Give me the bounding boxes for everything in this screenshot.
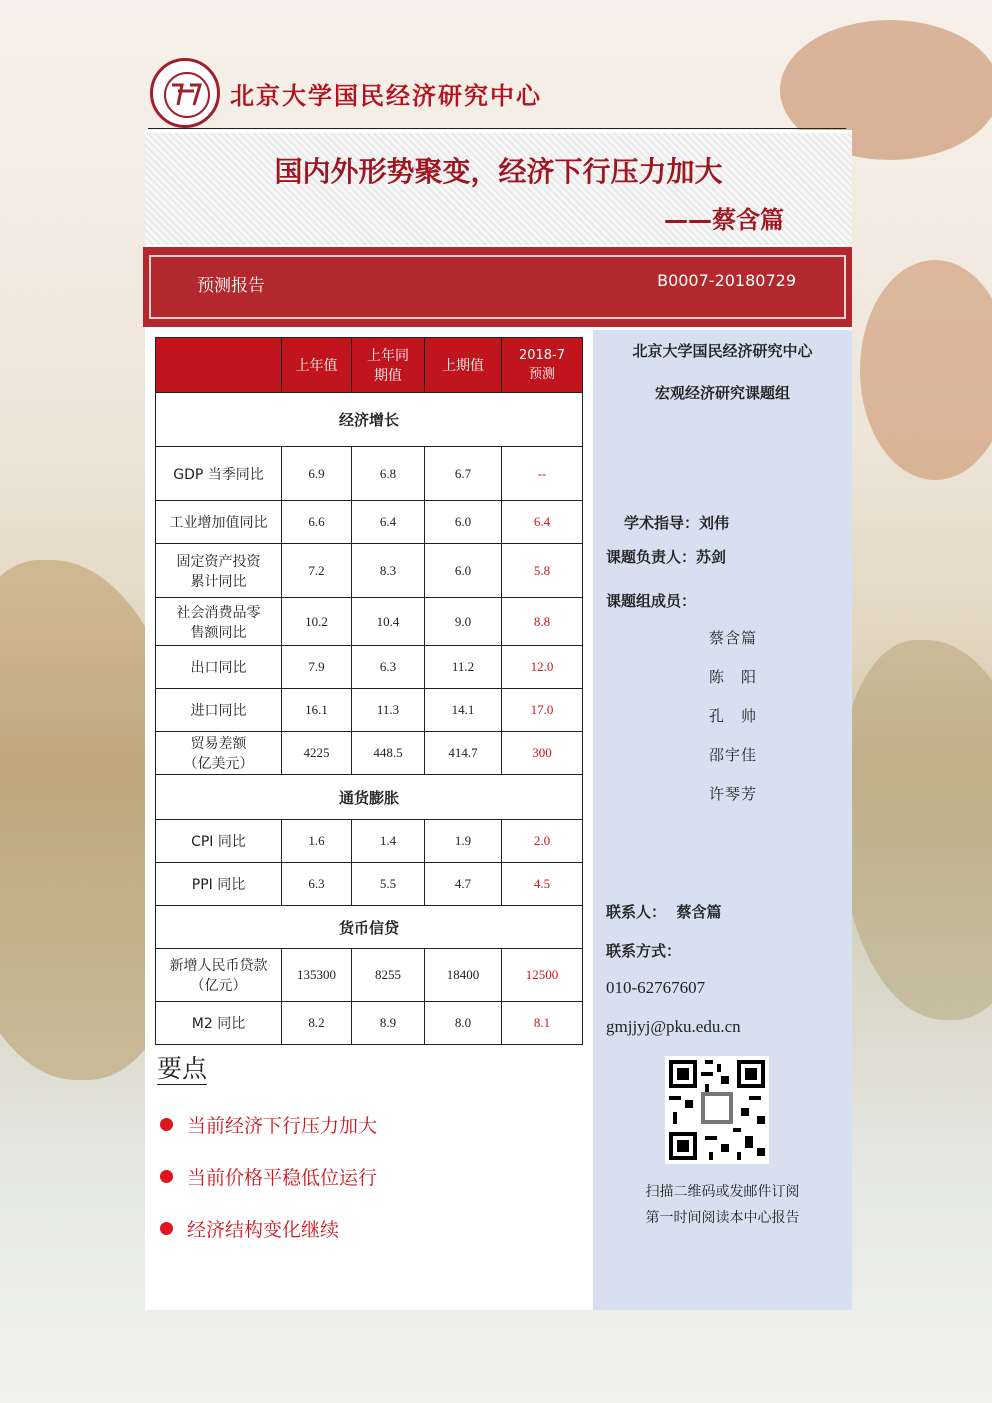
table-row: [156, 820, 583, 863]
key-points-title: 要点: [157, 1054, 208, 1083]
bullet-icon: [160, 1170, 173, 1183]
value-cell: 7.9: [282, 646, 352, 689]
bullet-icon: [160, 1222, 173, 1235]
value-cell: 2.0: [502, 820, 583, 863]
org-name: 北京大学国民经济研究中心: [230, 81, 542, 110]
value-cell: 8.8: [502, 598, 583, 646]
value-cell: 8255: [352, 949, 425, 1002]
contact-email[interactable]: gmjjyj@pku.edu.cn: [606, 1017, 741, 1036]
report-type: 预测报告: [197, 276, 265, 296]
table-header-cell: 2018-7 预测: [502, 338, 583, 393]
row-label: 社会消费品零 售额同比: [156, 598, 282, 646]
value-cell: 12.0: [502, 646, 583, 689]
value-cell: 9.0: [425, 598, 502, 646]
row-label: 进口同比: [156, 689, 282, 732]
value-cell: 6.3: [352, 646, 425, 689]
table-header-cell: 上期值: [425, 338, 502, 393]
value-cell: 17.0: [502, 689, 583, 732]
table-row: [156, 598, 583, 646]
value-cell: 6.4: [502, 501, 583, 544]
value-cell: 6.8: [352, 447, 425, 501]
author-line: ——蔡含篇: [664, 206, 784, 234]
report-bar: [143, 247, 852, 327]
value-cell: 6.9: [282, 447, 352, 501]
member-name: 许琴芳: [709, 785, 758, 803]
row-label: M2 同比: [156, 1002, 282, 1045]
qr-caption: 扫描二维码或发邮件订阅: [645, 1184, 800, 1200]
value-cell: 5.8: [502, 544, 583, 598]
value-cell: 4.7: [425, 863, 502, 906]
qr-code[interactable]: [665, 1056, 769, 1164]
value-cell: 6.7: [425, 447, 502, 501]
contact-person: 联系人： 蔡含篇: [606, 903, 722, 921]
table-row: [156, 646, 583, 689]
table-header-cell: 上年值: [282, 338, 352, 393]
qr-caption: 第一时间阅读本中心报告: [645, 1210, 800, 1226]
row-label: GDP 当季同比: [156, 447, 282, 501]
table-header-blank: [156, 338, 282, 393]
value-cell: 448.5: [352, 732, 425, 775]
contact-method: 联系方式：: [606, 942, 682, 960]
value-cell: 8.3: [352, 544, 425, 598]
section-title: 货币信贷: [156, 906, 583, 949]
page-title: 国内外形势聚变，经济下行压力加大: [274, 155, 723, 188]
value-cell: 6.4: [352, 501, 425, 544]
table-row: [156, 949, 583, 1002]
report-code: B0007-20180729: [657, 271, 796, 290]
university-logo: [150, 58, 220, 128]
value-cell: 5.5: [352, 863, 425, 906]
table-header-cell: 上年同 期值: [352, 338, 425, 393]
value-cell: 4.5: [502, 863, 583, 906]
bullet-icon: [160, 1118, 173, 1131]
value-cell: 8.0: [425, 1002, 502, 1045]
value-cell: 10.4: [352, 598, 425, 646]
row-label: 工业增加值同比: [156, 501, 282, 544]
background-foliage: [840, 640, 992, 1020]
value-cell: 300: [502, 732, 583, 775]
value-cell: 1.6: [282, 820, 352, 863]
value-cell: 12500: [502, 949, 583, 1002]
forecast-table: [155, 337, 583, 1045]
row-label: 新增人民币贷款 （亿元）: [156, 949, 282, 1002]
value-cell: 8.2: [282, 1002, 352, 1045]
value-cell: 6.0: [425, 544, 502, 598]
value-cell: 6.3: [282, 863, 352, 906]
value-cell: 14.1: [425, 689, 502, 732]
value-cell: 4225: [282, 732, 352, 775]
advisor: 学术指导：刘伟: [624, 514, 730, 532]
header-divider: [148, 128, 846, 129]
row-label: PPI 同比: [156, 863, 282, 906]
member-name: 陈 阳: [709, 668, 758, 686]
table-row: [156, 1002, 583, 1045]
value-cell: 1.4: [352, 820, 425, 863]
value-cell: 16.1: [282, 689, 352, 732]
members-label: 课题组成员：: [606, 592, 697, 610]
row-label: 贸易差额 （亿美元）: [156, 732, 282, 775]
key-point: 当前经济下行压力加大: [160, 1111, 377, 1138]
side-group: 宏观经济研究课题组: [654, 384, 790, 402]
value-cell: 18400: [425, 949, 502, 1002]
side-org: 北京大学国民经济研究中心: [632, 342, 813, 360]
value-cell: 6.0: [425, 501, 502, 544]
value-cell: 8.1: [502, 1002, 583, 1045]
table-row: [156, 732, 583, 775]
section-title: 经济增长: [156, 393, 583, 447]
row-label: 出口同比: [156, 646, 282, 689]
background-leaf: [860, 260, 992, 480]
row-label: CPI 同比: [156, 820, 282, 863]
value-cell: 414.7: [425, 732, 502, 775]
value-cell: 135300: [282, 949, 352, 1002]
contact-phone: 010-62767607: [606, 978, 706, 997]
value-cell: 11.2: [425, 646, 502, 689]
row-label: 固定资产投资 累计同比: [156, 544, 282, 598]
table-row: [156, 689, 583, 732]
table-row: [156, 501, 583, 544]
side-panel: [593, 330, 852, 1310]
title-band: [145, 133, 852, 245]
key-point: 经济结构变化继续: [160, 1215, 339, 1242]
value-cell: 7.2: [282, 544, 352, 598]
member-name: 孔 帅: [709, 707, 758, 725]
value-cell: 10.2: [282, 598, 352, 646]
value-cell: 1.9: [425, 820, 502, 863]
table-row: [156, 863, 583, 906]
table-row: [156, 544, 583, 598]
value-cell: 6.6: [282, 501, 352, 544]
member-name: 蔡含篇: [709, 629, 758, 647]
value-cell: --: [502, 447, 583, 501]
section-title: 通货膨胀: [156, 775, 583, 820]
table-row: [156, 447, 583, 501]
member-name: 邵宇佳: [709, 746, 758, 764]
project-leader: 课题负责人：苏剑: [606, 548, 727, 566]
value-cell: 8.9: [352, 1002, 425, 1045]
key-point: 当前价格平稳低位运行: [160, 1163, 377, 1190]
value-cell: 11.3: [352, 689, 425, 732]
